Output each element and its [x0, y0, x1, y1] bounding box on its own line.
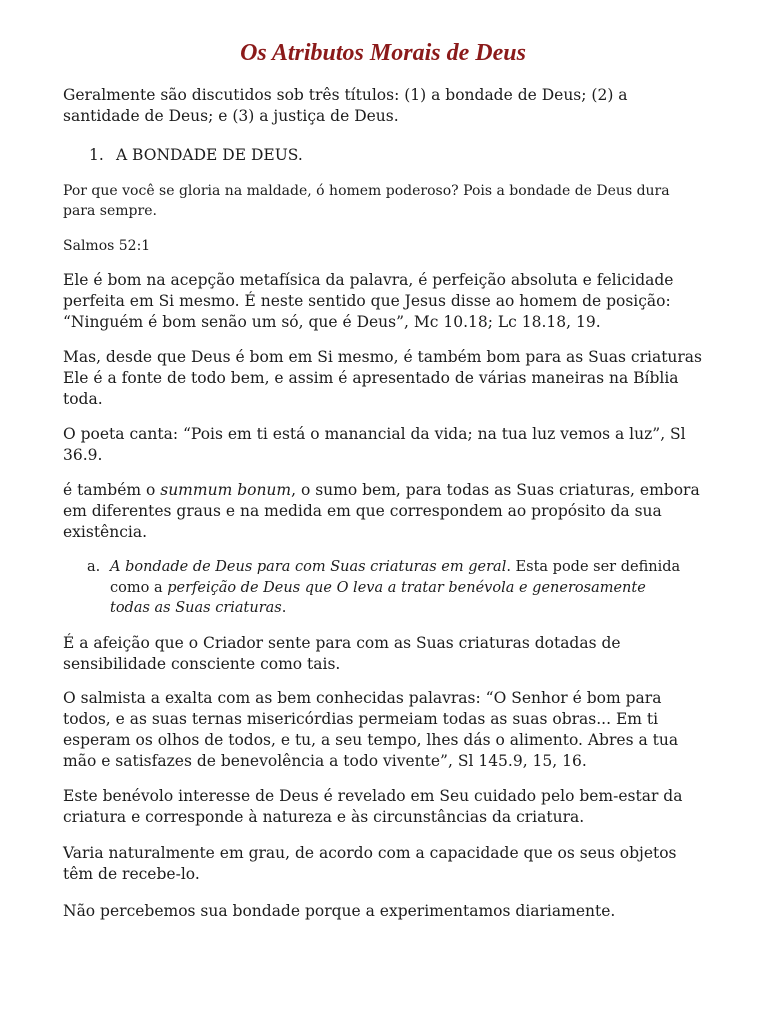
summum-bonum-after: , o sumo bem, para todas as Suas criaturas, embora em diferentes graus e na medida em que correspondem ao propósito da sua existência.: [63, 481, 700, 541]
paragraph-nao-percebemos: Não percebemos sua bondade porque a experimentamos diariamente.: [63, 902, 616, 920]
verse-reference: Salmos 52:1: [63, 238, 151, 254]
subsection-marker: a.: [87, 559, 101, 575]
paragraph-benevolo-interesse: Este benévolo interesse de Deus é revelado em Seu cuidado pelo bem-estar da criatura e corresponde à natureza e às circunstâncias da criatura.: [63, 787, 683, 826]
subsection-a: [87, 557, 687, 619]
paragraph-poeta-canta: O poeta canta: “Pois em ti está o manancial da vida; na tua luz vemos a luz”, Sl 36.9.: [63, 425, 686, 464]
summum-bonum-before: é também o: [63, 481, 161, 499]
intro-paragraph: Geralmente são discutidos sob três títulos: (1) a bondade de Deus; (2) a santidade de Deus; e (3) a justiça de Deus.: [63, 86, 628, 125]
subsection-body: [110, 557, 687, 619]
subsection-text-1: . Esta pode ser definida como a: [110, 559, 681, 596]
subsection-text-2: .: [281, 600, 287, 616]
paragraph-varia-em-grau: Varia naturalmente em grau, de acordo com a capacidade que os seus objetos têm de recebe-lo.: [63, 844, 677, 883]
section-number: 1.: [89, 146, 104, 164]
page-title: Os Atributos Morais de Deus: [240, 40, 526, 66]
paragraph-bom-para-criaturas: Mas, desde que Deus é bom em Si mesmo, é também bom para as Suas criaturas Ele é a fonte de todo bem, e assim é apresentado de várias maneiras na Bíblia toda.: [63, 348, 703, 408]
paragraph-summum-bonum: [63, 480, 703, 543]
section-heading-text: A BONDADE DE DEUS.: [115, 146, 303, 164]
paragraph-metafisica: Ele é bom na acepção metafísica da palavra, é perfeição absoluta e felicidade perfeita em Si mesmo. É neste sentido que Jesus disse ao homem de posição: “Ninguém é bom senão um só, que é Deus”, Mc 10.18; Lc 18.18, 19.: [63, 271, 674, 331]
verse-quote: Por que você se gloria na maldade, ó homem poderoso? Pois a bondade de Deus dura para sempre.: [63, 183, 670, 219]
paragraph-salmista: O salmista a exalta com as bem conhecidas palavras: “O Senhor é bom para todos, e as suas ternas misericórdias permeiam todas as suas obras... Em ti esperam os olhos de todos, e tu, a seu tempo, lhes dás o alimento. Abres a tua mão e satisfazes de benevolência a todo vivente”, Sl 145.9, 15, 16.: [63, 689, 679, 770]
subsection-italic-title: A bondade de Deus para com Suas criaturas em geral: [110, 559, 507, 575]
summum-bonum-italic: summum bonum: [160, 481, 292, 499]
section-heading-bondade: [89, 145, 303, 166]
paragraph-afeicao: É a afeição que o Criador sente para com as Suas criaturas dotadas de sensibilidade consciente como tais.: [63, 634, 621, 673]
subsection-italic-definition: perfeição de Deus que O leva a tratar benévola e generosamente todas as Suas criaturas: [110, 579, 646, 616]
